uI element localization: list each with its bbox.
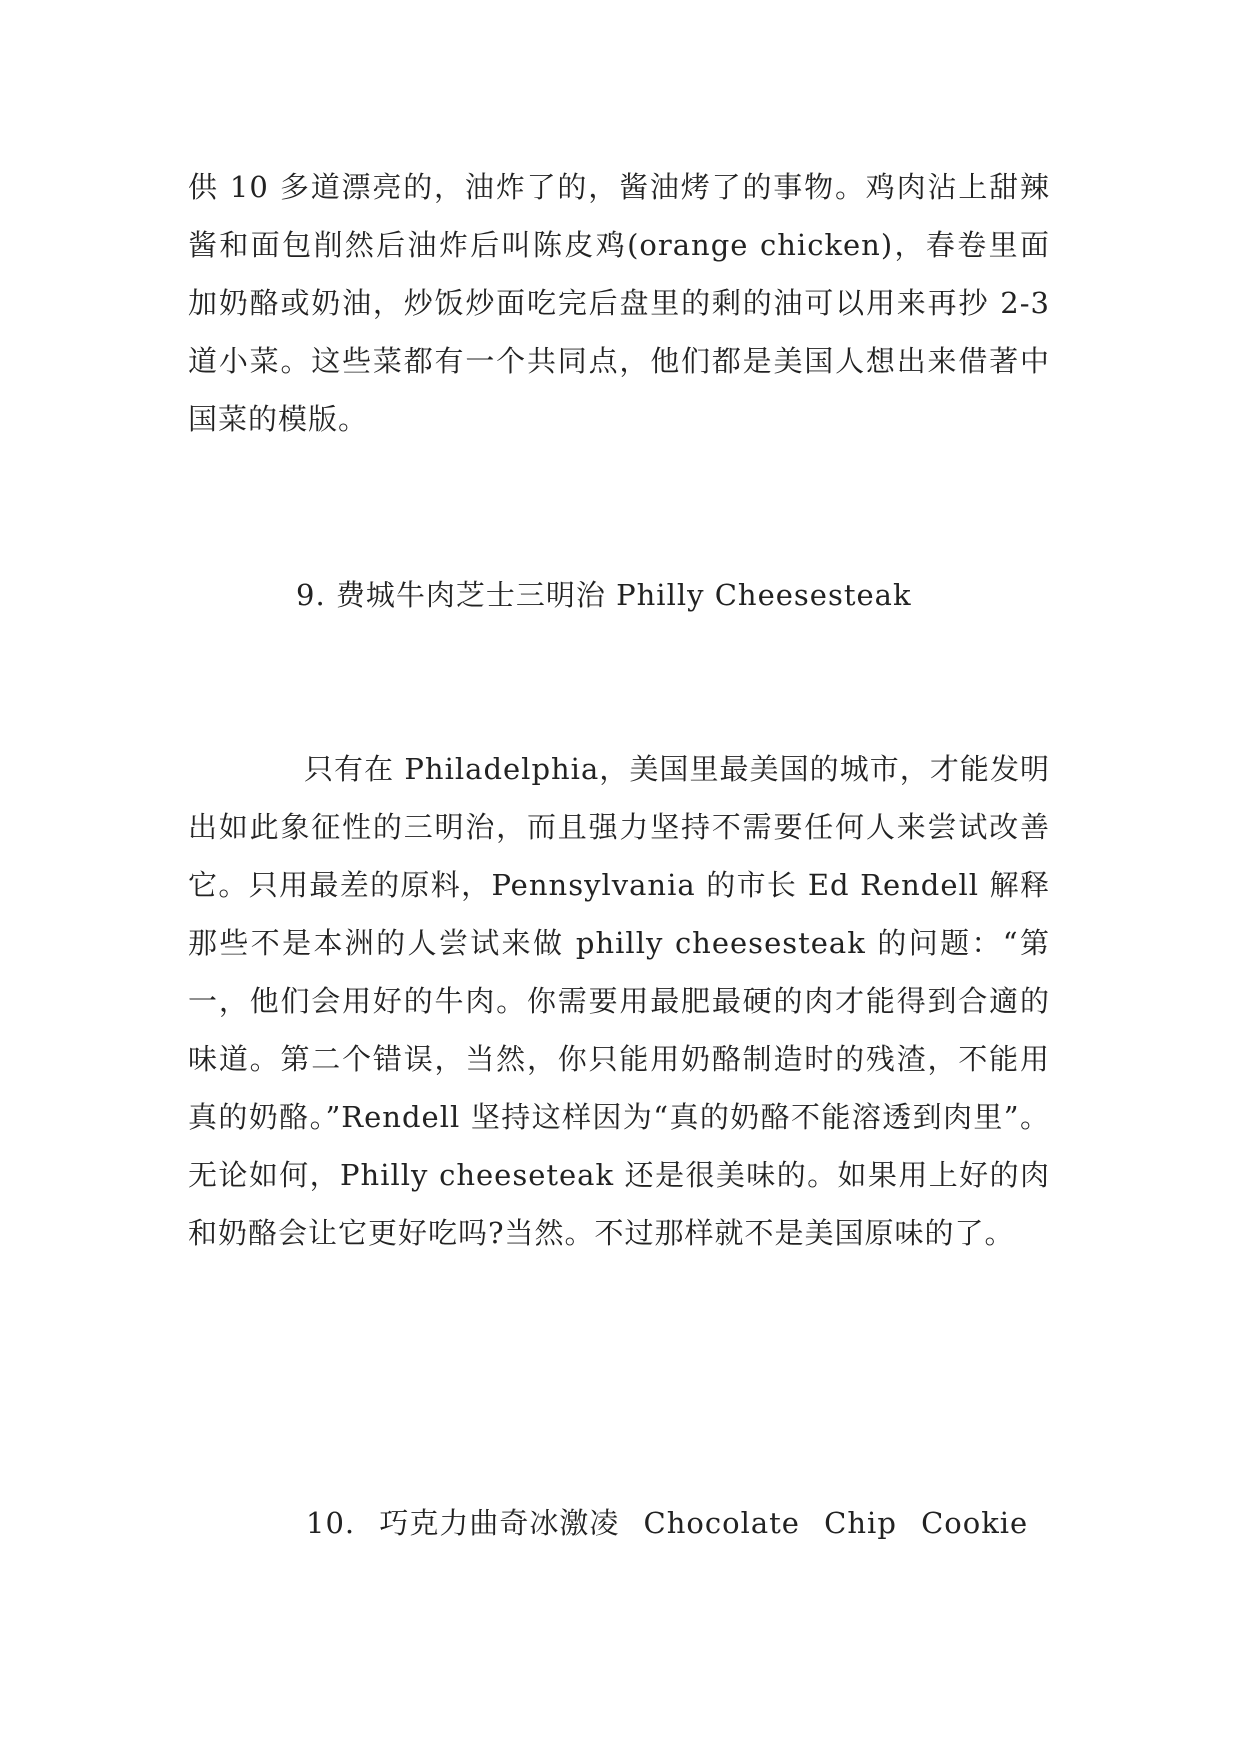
section-heading-10: 10. 巧克力曲奇冰激凌 Chocolate Chip Cookie <box>306 1506 1029 1540</box>
section-9-paragraph: 只有在 Philadelphia，美国里最美国的城市，才能发明出如此象征性的三明治，而且强力坚持不需要任何人来尝试改善它。只用最差的原料，Pennsylvania 的市长 Ed Rendell 解释那些不是本洲的人尝试来做 philly cheesesteak 的问题：“第一，他们会用好的牛肉。你需要用最肥最硬的肉才能得到合適的味道。第二个错误，当然，你只能用奶酪制造时的残渣，不能用真的奶酪。”Rendell 坚持这样因为“真的奶酪不能溶透到肉里”。无论如何，Philly cheeseteak 还是很美味的。如果用上好的肉和奶酪会让它更好吃吗?当然。不过那样就不是美国原味的了。 <box>188 752 1050 1250</box>
intro-paragraph: 供 10 多道漂亮的，油炸了的，酱油烤了的事物。鸡肉沾上甜辣酱和面包削然后油炸后叫陈皮鸡(orange chicken)，春卷里面加奶酪或奶油，炒饭炒面吃完后盘里的剩的油可以用来再抄 2-3 道小菜。这些菜都有一个共同点，他们都是美国人想出来借著中国菜的模版。 <box>188 170 1050 436</box>
section-heading-9: 9. 费城牛肉芝士三明治 Philly Cheesesteak <box>296 578 912 612</box>
